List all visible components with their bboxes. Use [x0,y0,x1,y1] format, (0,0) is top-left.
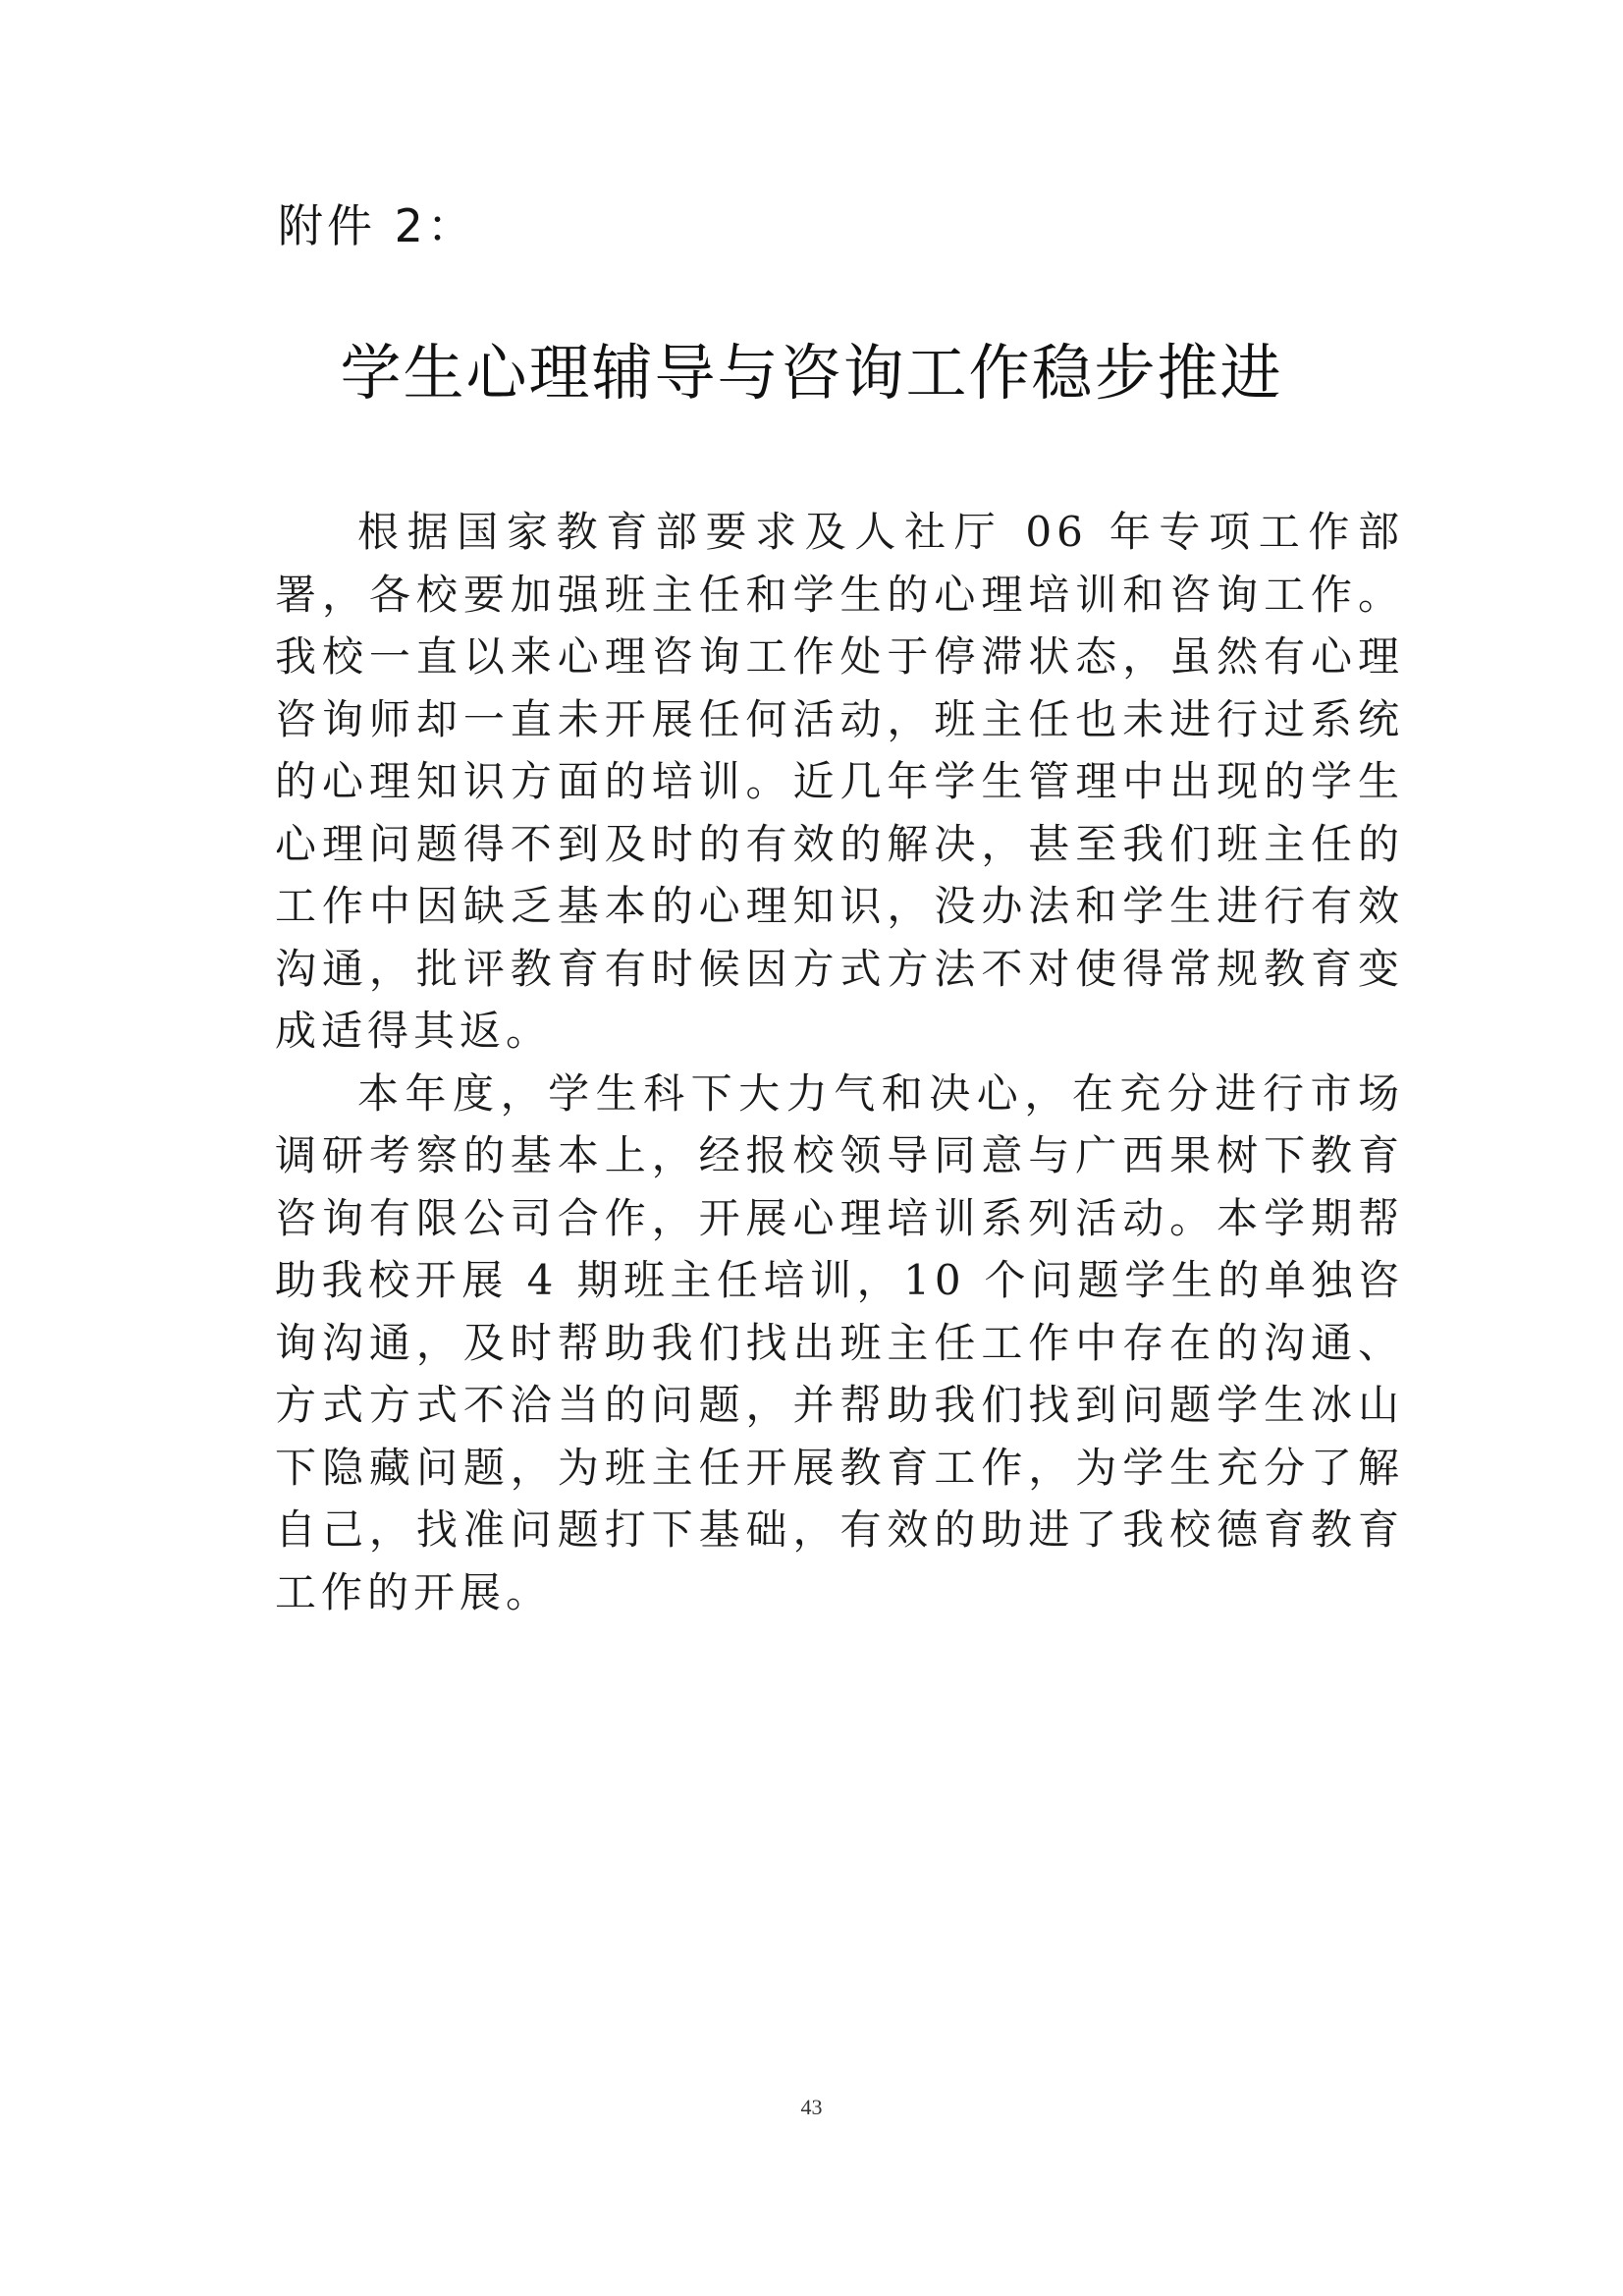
body-paragraph: 根据国家教育部要求及人社厅 06 年专项工作部署，各校要加强班主任和学生的心理培训和咨询工作。我校一直以来心理咨询工作处于停滞状态，虽然有心理咨询师却一直未开展任何活动，班主任也未进行过系统的心理知识方面的培训。近几年学生管理中出现的学生心理问题得不到及时的有效的解决，甚至我们班主任的工作中因缺乏基本的心理知识，没办法和学生进行有效沟通，批评教育有时候因方式方法不对使得常规教育变成适得其返。 [275,508,1404,1055]
document-title: 学生心理辅导与咨询工作稳步推进 [340,337,1283,409]
attachment-label: 附件 2： [278,199,476,252]
document-body [275,501,1404,1623]
page-number: 43 [800,2095,823,2119]
body-paragraph: 本年度，学生科下大力气和决心，在充分进行市场调研考察的基本上，经报校领导同意与广西果树下教育咨询有限公司合作，开展心理培训系列活动。本学期帮助我校开展 4 期班主任培训，10 个问题学生的单独咨询沟通，及时帮助我们找出班主任工作中存在的沟通、方式方式不洽当的问题，并帮助我们找到问题学生冰山下隐藏问题，为班主任开展教育工作，为学生充分了解自己，找准问题打下基础，有效的助进了我校德育教育工作的开展。 [275,1068,1404,1616]
